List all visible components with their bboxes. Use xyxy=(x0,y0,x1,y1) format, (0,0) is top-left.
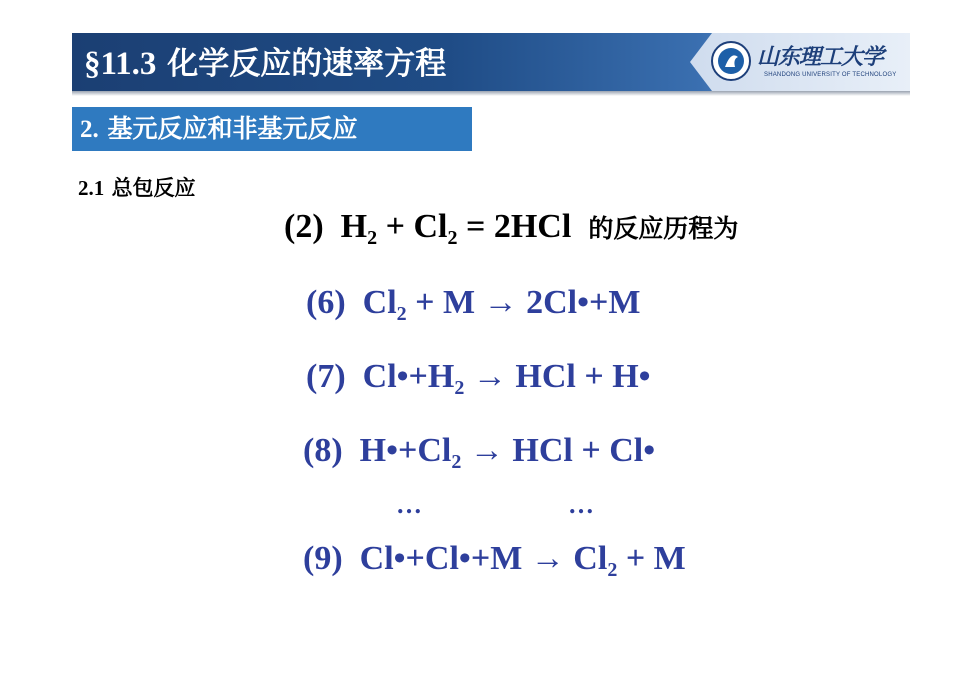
equation-label: (2) xyxy=(284,208,324,245)
subscript: 2 xyxy=(367,227,378,249)
step-text: + M xyxy=(617,540,686,577)
reaction-step-7 xyxy=(306,358,651,400)
step-text: → HCl + H• xyxy=(464,358,651,395)
step-label: (8) xyxy=(303,432,343,469)
ellipsis-left: … xyxy=(396,490,422,519)
subheading-text: 基元反应和非基元反应 xyxy=(107,114,358,143)
university-seal-icon xyxy=(711,41,751,81)
step-text: Cl•+H xyxy=(362,358,455,395)
step-label: (7) xyxy=(306,358,346,395)
step-label: (6) xyxy=(306,284,346,321)
subscript: 2 xyxy=(451,451,462,473)
subheading-number: 2. xyxy=(80,116,99,143)
sub-subheading-text: 总包反应 xyxy=(111,176,196,200)
reaction-step-6 xyxy=(306,284,641,326)
ellipsis-right: … xyxy=(568,490,594,519)
product: 2HCl xyxy=(493,208,572,245)
section-number: §11.3 xyxy=(84,46,157,82)
step-label: (9) xyxy=(303,540,343,577)
step-text: H•+Cl xyxy=(359,432,452,469)
overall-reaction xyxy=(284,208,738,250)
reactant-h: H xyxy=(340,208,368,245)
equals-sign: = xyxy=(465,208,486,245)
university-logo-script: 山东理工大学 xyxy=(757,44,884,70)
subscript: 2 xyxy=(447,227,458,249)
slide-title xyxy=(84,36,446,92)
subscript: 2 xyxy=(454,377,465,399)
reactant-cl: Cl xyxy=(413,208,448,245)
step-text: + M → 2Cl•+M xyxy=(406,284,641,321)
equation-caption: 的反应历程为 xyxy=(588,214,739,243)
subscript: 2 xyxy=(396,303,407,325)
step-text: Cl•+Cl•+M → Cl xyxy=(359,540,608,577)
subheading xyxy=(72,107,472,151)
step-text: Cl xyxy=(362,284,397,321)
step-text: → HCl + Cl• xyxy=(461,432,656,469)
subscript: 2 xyxy=(607,559,618,581)
sub-subheading-number: 2.1 xyxy=(78,176,105,200)
section-title: 化学反应的速率方程 xyxy=(167,46,447,82)
reaction-step-9 xyxy=(303,540,686,582)
header-shadow xyxy=(72,91,910,96)
plus-sign: + xyxy=(385,208,405,245)
reaction-step-8 xyxy=(303,432,655,474)
university-english-name: SHANDONG UNIVERSITY OF TECHNOLOGY xyxy=(764,72,897,78)
sub-subheading xyxy=(78,172,196,202)
